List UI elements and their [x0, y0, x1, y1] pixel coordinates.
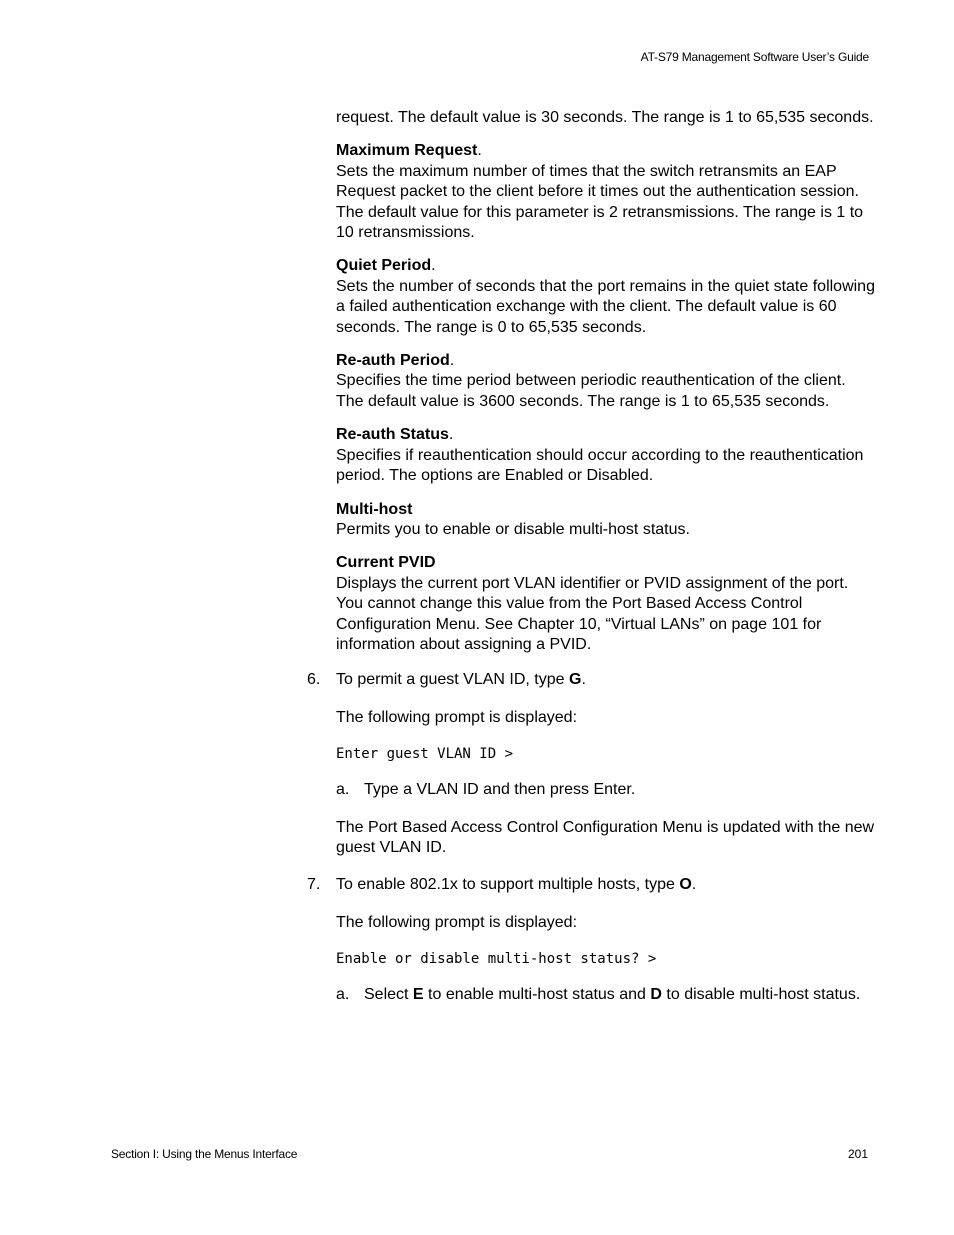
param-reauth-status — [336, 425, 876, 486]
substep-key-enable: E — [412, 986, 424, 1004]
prompt-intro: The following prompt is displayed: — [336, 913, 578, 931]
param-term: Re-auth Status — [336, 426, 449, 444]
substep-text-part: to enable multi-host status and — [423, 986, 651, 1004]
substep-text-part: to disable multi-host status. — [661, 986, 861, 1004]
param-description: Sets the maximum number of times that the switch retransmits an EAP Request packet to the client before it times out the authentication session. The default value for this parameter is 2 retransmissions. The range is 1 to 10 retransmissions. — [336, 162, 864, 242]
param-heading — [336, 141, 876, 161]
param-term-suffix: . — [448, 426, 454, 444]
running-footer-section: Section I: Using the Menus Interface — [111, 1147, 298, 1161]
step-key: G — [569, 671, 582, 689]
param-term: Current PVID — [336, 554, 436, 572]
param-term: Quiet Period — [336, 257, 432, 275]
param-description: Sets the number of seconds that the port remains in the quiet state following a failed authentication exchange with the client. The default value is 60 seconds. The range is 0 to 65,535 seconds. — [336, 277, 875, 336]
substep-letter: a. — [336, 986, 350, 1004]
param-heading — [336, 553, 876, 573]
param-term-suffix: . — [477, 142, 482, 160]
param-description: Displays the current port VLAN identifier or PVID assignment of the port. You cannot change this value from the Port Based Access Control Configuration Menu. See Chapter 10, “Virtual LANs” on page 101 for information about assigning a PVID. — [336, 574, 849, 653]
step-text-end: . — [691, 876, 697, 894]
substep-a — [336, 985, 876, 1005]
substep-letter: a. — [336, 781, 350, 799]
param-current-pvid — [336, 553, 876, 655]
param-description: Specifies the time period between periodic reauthentication of the client. The default value is 3600 seconds. The range is 1 to 65,535 seconds. — [336, 372, 846, 410]
param-heading — [336, 351, 876, 371]
param-term-suffix: . — [431, 257, 436, 275]
step-number: 7. — [307, 876, 321, 894]
step-instruction — [336, 875, 876, 895]
intro-paragraph: request. The default value is 30 seconds. The range is 1 to 65,535 seconds. — [336, 109, 874, 126]
step-text-end: . — [581, 671, 586, 689]
param-term: Re-auth Period — [336, 352, 450, 370]
param-multi-host — [336, 500, 876, 541]
substep-text: Type a VLAN ID and then press Enter. — [364, 781, 636, 799]
result-paragraph: The Port Based Access Control Configuration Menu is updated with the new guest VLAN ID. — [336, 818, 875, 856]
substep-a — [336, 780, 876, 800]
param-heading — [336, 500, 876, 520]
param-heading — [336, 256, 876, 276]
substep-text — [364, 985, 876, 1005]
step-6 — [307, 670, 876, 690]
param-maximum-request — [336, 141, 876, 243]
command-prompt: Enable or disable multi-host status? > — [336, 951, 657, 968]
param-quiet-period — [336, 256, 876, 338]
param-description: Permits you to enable or disable multi-host status. — [336, 520, 690, 538]
page-number: 201 — [847, 1147, 868, 1161]
substep-text-part: Select — [364, 986, 413, 1004]
param-term: Maximum Request — [336, 142, 478, 160]
document-body — [307, 108, 876, 1023]
param-reauth-period — [336, 351, 876, 412]
command-prompt: Enter guest VLAN ID > — [336, 746, 514, 763]
param-term: Multi-host — [336, 500, 413, 518]
step-instruction — [336, 670, 876, 690]
step-text: To permit a guest VLAN ID, type — [336, 671, 569, 689]
param-heading — [336, 425, 876, 445]
prompt-intro: The following prompt is displayed: — [336, 708, 578, 726]
param-term-suffix: . — [449, 352, 455, 370]
step-key: O — [679, 876, 692, 894]
running-header: AT-S79 Management Software User’s Guide — [640, 50, 869, 64]
substep-key-disable: D — [650, 986, 662, 1004]
step-number: 6. — [307, 671, 321, 689]
step-text: To enable 802.1x to support multiple hosts, type — [336, 876, 680, 894]
step-7 — [307, 875, 876, 895]
param-description: Specifies if reauthentication should occur according to the reauthentication period. The options are Enabled or Disabled. — [336, 446, 864, 485]
